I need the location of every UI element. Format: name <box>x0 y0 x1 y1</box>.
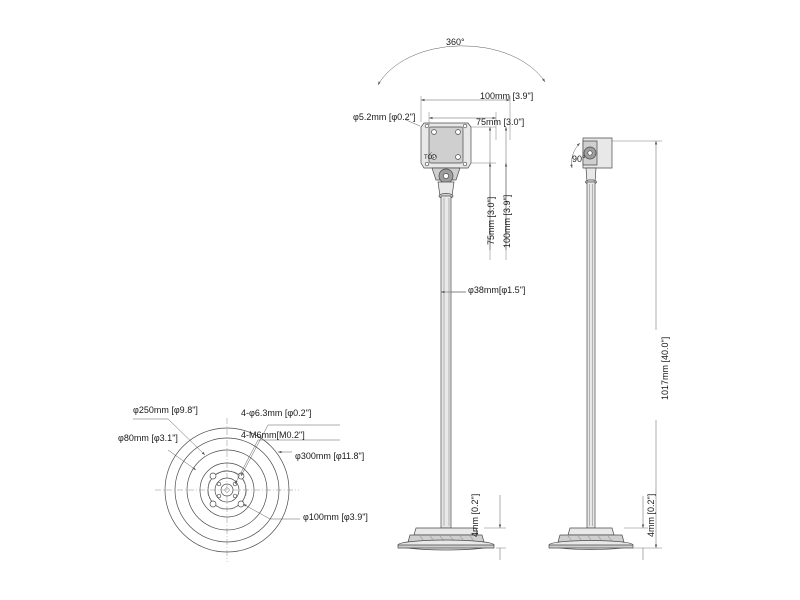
label-total-height: 1017mm [40.0"] <box>660 336 670 400</box>
label-bolt-holes: 4-φ6.3mm [φ0.2"] <box>241 408 312 418</box>
label-rotation-360: 360° <box>446 37 465 47</box>
label-base-outer-diameter: φ250mm [φ9.8"] <box>133 405 198 415</box>
label-vesa-width-100: 100mm [3.9"] <box>480 91 534 101</box>
label-vesa-width-75: 75mm [3.0"] <box>476 117 525 127</box>
label-screw-hole-diameter: φ5.2mm [φ0.2"] <box>353 112 416 122</box>
label-vesa-height-75: 75mm [3.0"] <box>486 196 496 245</box>
label-base-thickness-front: 4mm [0.2"] <box>470 493 480 537</box>
label-vesa-height-100: 100mm [3.9"] <box>502 194 512 248</box>
label-bolt-circle-diameter: φ100mm [φ3.9"] <box>303 512 368 522</box>
label-rotation-90: 90° <box>572 154 586 164</box>
label-base-hub-diameter: φ80mm [φ3.1"] <box>118 433 178 443</box>
label-pole-diameter: φ38mm[φ1.5"] <box>468 285 526 295</box>
label-top-marker: TOP <box>424 155 437 161</box>
label-base-thickness-side: 4mm [0.2"] <box>646 493 656 537</box>
label-threaded-holes: 4-M6mm[M0.2"] <box>241 430 305 440</box>
label-base-plate-diameter: φ300mm [φ11.8"] <box>295 451 365 461</box>
